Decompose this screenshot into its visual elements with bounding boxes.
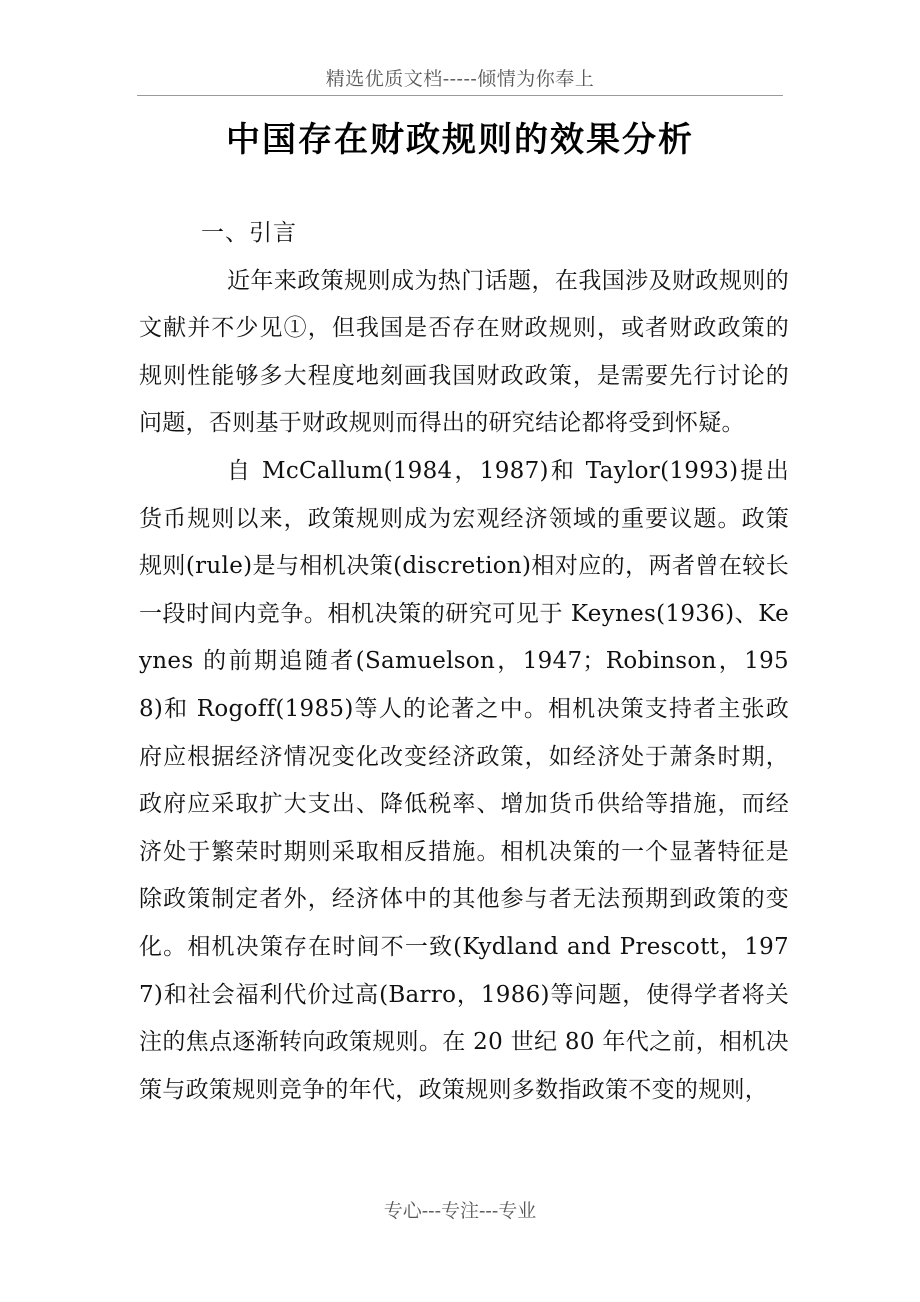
page-footer: 专心---专注---专业 — [383, 1200, 537, 1222]
page-header: 精选优质文档-----倾情为你奉上 — [325, 68, 595, 90]
document-body — [139, 210, 789, 1114]
section-heading: 一、引言 — [201, 220, 297, 246]
header-divider — [137, 95, 783, 96]
document-title: 中国存在财政规则的效果分析 — [226, 120, 694, 160]
paragraph-rules-history: 自 McCallum(1984，1987)和 Taylor(1993)提出货币规则以来，政策规则成为宏观经济领域的重要议题。政策规则(rule)是与相机决策(discretion)相对应的，两者曾在较长一段时间内竞争。相机决策的研究可见于 Keynes(1936)、Keynes 的前期追随者(Samuelson，1947；Robinson，1958)和 Rogoff(1985)等人的论著之中。相机决策支持者主张政府应根据经济情况变化改变经济政策，如经济处于萧条时期，政府应采取扩大支出、降低税率、增加货币供给等措施，而经济处于繁荣时期则采取相反措施。相机决策的一个显著特征是除政策制定者外，经济体中的其他参与者无法预期到政策的变化。相机决策存在时间不一致(Kydland and Prescott，1977)和社会福利代价过高(Barro，1986)等问题，使得学者将关注的焦点逐渐转向政策规则。在 20 世纪 80 年代之前，相机决策与政策规则竞争的年代，政策规则多数指政策不变的规则， — [139, 457, 789, 1103]
paragraph-intro: 近年来政策规则成为热门话题，在我国涉及财政规则的文献并不少见①，但我国是否存在财政规则，或者财政政策的规则性能够多大程度地刻画我国财政政策，是需要先行讨论的问题，否则基于财政规则而得出的研究结论都将受到怀疑。 — [139, 267, 789, 437]
